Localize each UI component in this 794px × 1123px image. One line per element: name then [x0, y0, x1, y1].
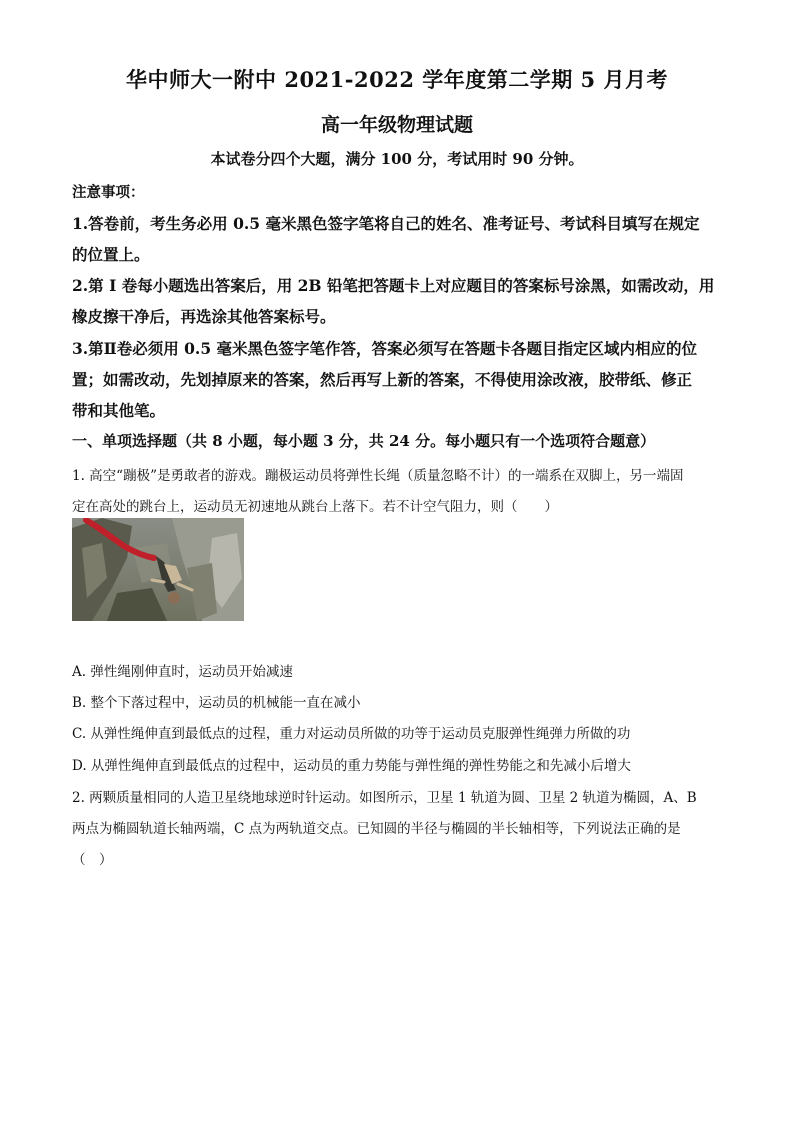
- question1-option-b: B. 整个下落过程中，运动员的机械能一直在减小: [72, 695, 361, 711]
- question1-line-2: 定在高处的跳台上，运动员无初速地从跳台上落下。若不计空气阻力，则（ ）: [72, 499, 558, 515]
- notes-heading: 注意事项：: [72, 184, 145, 201]
- question2-line-3: （ ）: [72, 852, 113, 868]
- question1-option-a: A. 弹性绳刚伸直时，运动员开始减速: [72, 664, 293, 680]
- question1-option-d: D. 从弹性绳伸直到最低点的过程中，运动员的重力势能与弹性绳的弹性势能之和先减小后增大: [72, 758, 631, 774]
- question1-line-1: 1. 高空“蹦极”是勇敢者的游戏。蹦极运动员将弹性长绳（质量忽略不计）的一端系在双脚上，另一端固: [72, 468, 684, 484]
- exam-subtitle: 高一年级物理试题: [320, 114, 473, 136]
- notes-line-4: 橡皮擦干净后，再选涂其他答案标号。: [72, 307, 336, 326]
- bungee-photo: [72, 518, 244, 621]
- section1-heading: 一、单项选择题（共 8 小题，每小题 3 分，共 24 分。每小题只有一个选项符合题意）: [72, 432, 656, 450]
- notes-line-5: 3.第Ⅱ卷必须用 0.5 毫米黑色签字笔作答，答案必须写在答题卡各题目指定区域内相应的位: [72, 339, 698, 358]
- notes-line-2: 的位置上。: [72, 245, 150, 264]
- question2-line-1: 2. 两颗质量相同的人造卫星绕地球逆时针运动。如图所示，卫星 1 轨道为圆、卫星 2 轨道为椭圆，A、B: [72, 790, 697, 806]
- notes-line-7: 带和其他笔。: [72, 401, 166, 420]
- notes-line-1: 1.答卷前，考生务必用 0.5 毫米黑色签字笔将自己的姓名、准考证号、考试科目填写在规定: [72, 214, 700, 233]
- exam-title: 华中师大一附中 2021-2022 学年度第二学期 5 月月考: [126, 67, 668, 92]
- question1-option-c: C. 从弹性绳伸直到最低点的过程，重力对运动员所做的功等于运动员克服弹性绳弹力所做的功: [72, 726, 631, 742]
- question2-line-2: 两点为椭圆轨道长轴两端，C 点为两轨道交点。已知圆的半径与椭圆的半长轴相等，下列说法正确的是: [72, 821, 681, 837]
- notes-line-6: 置；如需改动，先划掉原来的答案，然后再写上新的答案，不得使用涂改液，胶带纸、修正: [72, 370, 693, 389]
- exam-info: 本试卷分四个大题，满分 100 分，考试用时 90 分钟。: [210, 150, 584, 168]
- notes-line-3: 2.第 I 卷每小题选出答案后，用 2B 铅笔把答题卡上对应题目的答案标号涂黑，如需改动，用: [72, 276, 715, 295]
